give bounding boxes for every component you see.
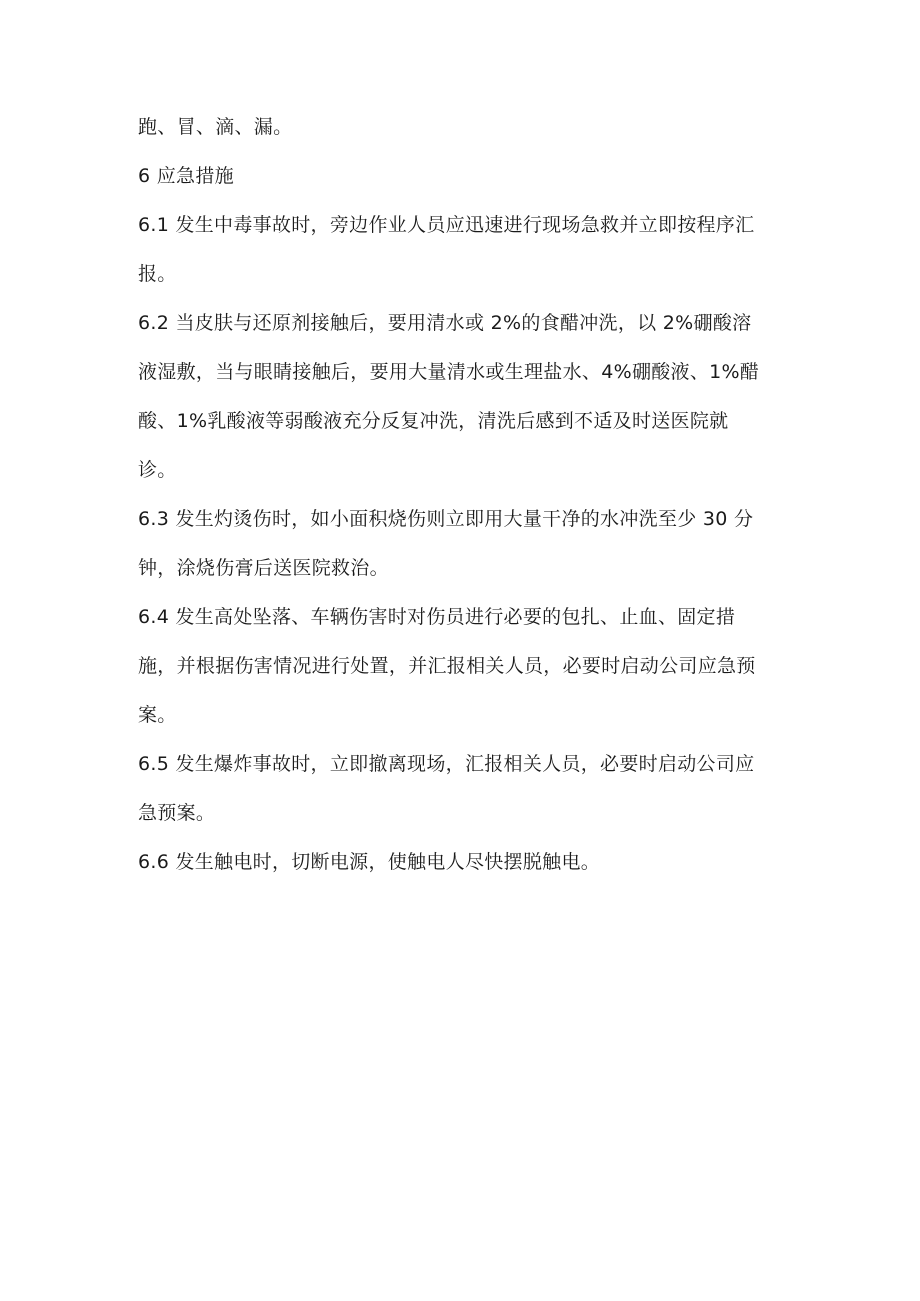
item-6-5-line-2: 急预案。: [138, 802, 216, 824]
document-body: [138, 113, 788, 876]
item-6-4-line-1: 6.4 发生高处坠落、车辆伤害时对伤员进行必要的包扎、止血、固定措: [138, 606, 736, 628]
paragraph-line: 跑、冒、滴、漏。: [138, 116, 293, 138]
item-6-5-line-1: 6.5 发生爆炸事故时，立即撤离现场，汇报相关人员，必要时启动公司应: [138, 753, 755, 775]
item-6-4-line-3: 案。: [138, 704, 177, 726]
item-6-2-line-4: 诊。: [138, 459, 177, 481]
item-6-1-line-1: 6.1 发生中毒事故时，旁边作业人员应迅速进行现场急救并立即按程序汇: [138, 214, 755, 236]
item-6-2-line-3: 酸、1%乳酸液等弱酸液充分反复冲洗，清洗后感到不适及时送医院就: [138, 410, 729, 432]
item-6-4-line-2: 施，并根据伤害情况进行处置，并汇报相关人员，必要时启动公司应急预: [138, 655, 756, 677]
item-6-2-line-2: 液湿敷，当与眼睛接触后，要用大量清水或生理盐水、4%硼酸液、1%醋: [138, 361, 760, 383]
item-6-3-line-2: 钟，涂烧伤膏后送医院救治。: [138, 557, 389, 579]
item-6-6-line-1: 6.6 发生触电时，切断电源，使触电人尽快摆脱触电。: [138, 851, 601, 873]
item-6-3-line-1: 6.3 发生灼烫伤时，如小面积烧伤则立即用大量干净的水冲洗至少 30 分: [138, 508, 754, 530]
item-6-1-line-2: 报。: [138, 263, 177, 285]
section-heading: 6 应急措施: [138, 165, 234, 187]
item-6-2-line-1: 6.2 当皮肤与还原剂接触后，要用清水或 2%的食醋冲洗，以 2%硼酸溶: [138, 312, 752, 334]
